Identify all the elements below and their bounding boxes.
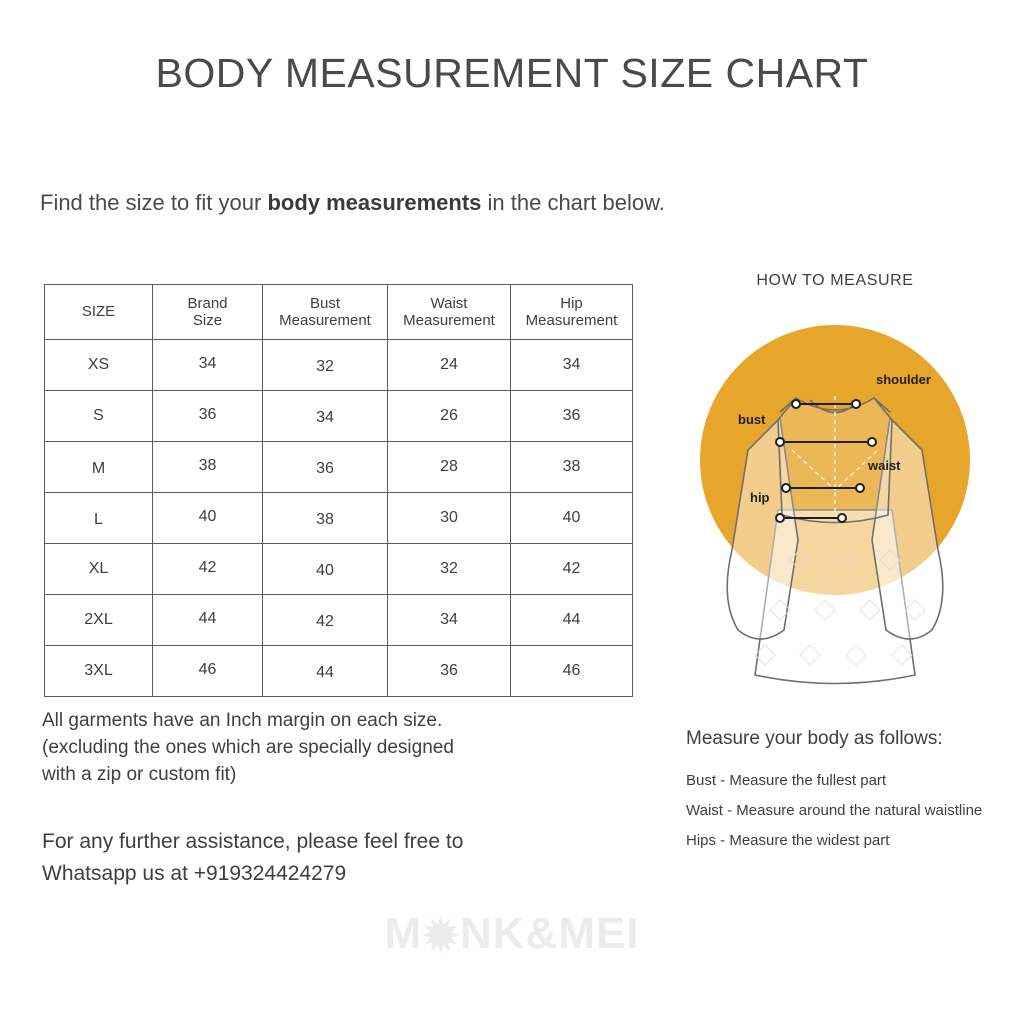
flower-icon: ✹ bbox=[422, 912, 460, 961]
cell-brand: 46 bbox=[153, 646, 263, 697]
column-header-hip: Hip Measurement bbox=[511, 285, 633, 340]
subtitle-before: Find the size to fit your bbox=[40, 190, 268, 215]
label-waist: waist bbox=[868, 458, 901, 473]
cell-size: L bbox=[45, 493, 153, 544]
cell-brand: 36 bbox=[153, 391, 263, 442]
cell-size: S bbox=[45, 391, 153, 442]
size-table bbox=[44, 284, 633, 697]
page-title: BODY MEASUREMENT SIZE CHART bbox=[155, 50, 869, 96]
brand-logo bbox=[0, 908, 1024, 959]
assistance-line-2: Whatsapp us at +919324424279 bbox=[42, 861, 347, 885]
label-bust: bust bbox=[738, 412, 766, 427]
cell-hip: 44 bbox=[511, 595, 633, 646]
cell-size: 2XL bbox=[45, 595, 153, 646]
note-line-2: (excluding the ones which are specially designed bbox=[42, 736, 454, 758]
measure-instructions-list bbox=[686, 766, 1016, 856]
cell-size: 3XL bbox=[45, 646, 153, 697]
table-row bbox=[45, 340, 633, 391]
cell-waist: 24 bbox=[388, 340, 511, 391]
list-item: Bust - Measure the fullest part bbox=[686, 772, 887, 789]
size-table-container bbox=[44, 284, 632, 697]
cell-hip: 34 bbox=[511, 340, 633, 391]
cell-bust: 38 bbox=[263, 493, 388, 544]
cell-hip: 38 bbox=[511, 442, 633, 493]
list-item: Hips - Measure the widest part bbox=[686, 832, 890, 849]
column-header-bust: Bust Measurement bbox=[263, 285, 388, 340]
cell-size: XL bbox=[45, 544, 153, 595]
label-shoulder: shoulder bbox=[876, 372, 931, 387]
logo-text-right: NK&MEI bbox=[459, 909, 640, 958]
cell-waist: 28 bbox=[388, 442, 511, 493]
cell-brand: 44 bbox=[153, 595, 263, 646]
column-header-size: SIZE bbox=[45, 285, 153, 340]
table-row bbox=[45, 442, 633, 493]
list-item: Waist - Measure around the natural waistline bbox=[686, 802, 983, 819]
cell-waist: 36 bbox=[388, 646, 511, 697]
assistance-note bbox=[42, 826, 602, 889]
label-hip: hip bbox=[750, 490, 770, 505]
cell-bust: 42 bbox=[263, 595, 388, 646]
table-row bbox=[45, 493, 633, 544]
cell-hip: 46 bbox=[511, 646, 633, 697]
cell-bust: 44 bbox=[263, 646, 388, 697]
cell-hip: 36 bbox=[511, 391, 633, 442]
subtitle-bold: body measurements bbox=[267, 190, 482, 215]
table-row bbox=[45, 391, 633, 442]
table-row bbox=[45, 544, 633, 595]
table-row bbox=[45, 595, 633, 646]
table-row bbox=[45, 646, 633, 697]
cell-waist: 30 bbox=[388, 493, 511, 544]
subtitle bbox=[40, 190, 665, 216]
note-line-1: All garments have an Inch margin on each size. bbox=[42, 710, 443, 731]
cell-bust: 32 bbox=[263, 340, 388, 391]
logo-text-left: M bbox=[384, 909, 423, 958]
cell-size: XS bbox=[45, 340, 153, 391]
how-to-measure-title: HOW TO MEASURE bbox=[756, 272, 914, 289]
cell-size: M bbox=[45, 442, 153, 493]
note-line-3: with a zip or custom fit) bbox=[42, 763, 237, 785]
cell-hip: 42 bbox=[511, 544, 633, 595]
column-header-waist: Waist Measurement bbox=[388, 285, 511, 340]
measure-instructions-heading: Measure your body as follows: bbox=[686, 728, 943, 749]
cell-bust: 36 bbox=[263, 442, 388, 493]
how-to-measure-illustration bbox=[660, 300, 1010, 700]
column-header-brand-size: Brand Size bbox=[153, 285, 263, 340]
cell-brand: 34 bbox=[153, 340, 263, 391]
subtitle-after: in the chart below. bbox=[481, 190, 665, 215]
cell-bust: 34 bbox=[263, 391, 388, 442]
assistance-line-1: For any further assistance, please feel free to bbox=[42, 830, 464, 853]
cell-brand: 38 bbox=[153, 442, 263, 493]
cell-waist: 34 bbox=[388, 595, 511, 646]
cell-hip: 40 bbox=[511, 493, 633, 544]
cell-waist: 32 bbox=[388, 544, 511, 595]
cell-brand: 42 bbox=[153, 544, 263, 595]
table-header-row bbox=[45, 285, 633, 340]
cell-waist: 26 bbox=[388, 391, 511, 442]
garment-notes bbox=[42, 708, 602, 789]
cell-bust: 40 bbox=[263, 544, 388, 595]
cell-brand: 40 bbox=[153, 493, 263, 544]
